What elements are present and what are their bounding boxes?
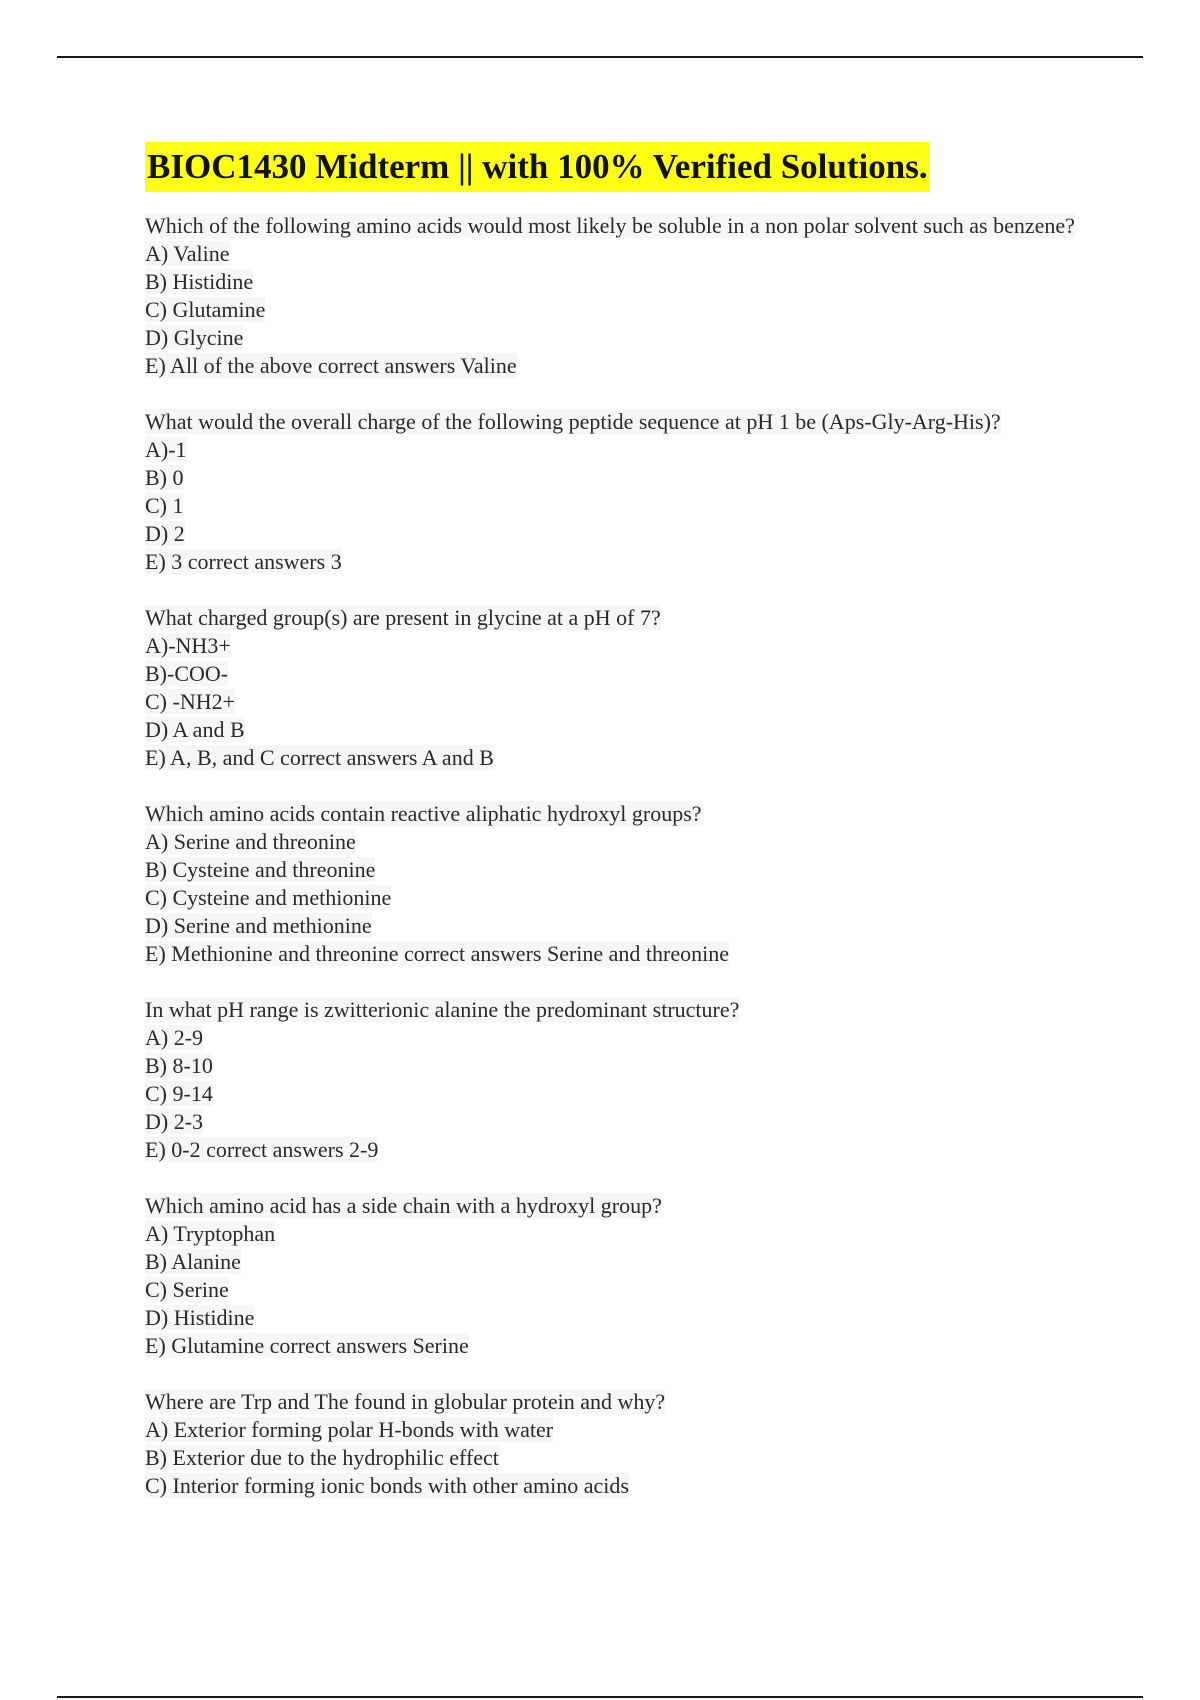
question-stem-text: Which of the following amino acids would most likely be soluble in a non polar solvent such as benzene? (145, 213, 1075, 238)
answer-option (145, 296, 1075, 324)
answer-option (145, 492, 1075, 520)
answer-option (145, 1220, 1075, 1248)
answer-option-text: D) Glycine (145, 325, 244, 350)
answer-option-text: B) 0 (145, 465, 184, 490)
question-stem-text: What would the overall charge of the following peptide sequence at pH 1 be (Aps-Gly-Arg-His)? (145, 409, 1001, 434)
answer-option (145, 1444, 1075, 1472)
answer-option (145, 268, 1075, 296)
answer-option-text: E) All of the above correct answers Valine (145, 353, 517, 378)
answer-option (145, 940, 1075, 968)
question-3 (145, 604, 1075, 772)
answer-option-text: E) 3 correct answers 3 (145, 549, 342, 574)
answer-option-text: C) Glutamine (145, 297, 266, 322)
answer-option-text: B) Cysteine and threonine (145, 857, 376, 882)
answer-option (145, 660, 1075, 688)
answer-option-text: D) 2-3 (145, 1109, 204, 1134)
answer-option (145, 1248, 1075, 1276)
question-stem-text: In what pH range is zwitterionic alanine the predominant structure? (145, 997, 740, 1022)
question-stem-text: Where are Trp and The found in globular protein and why? (145, 1389, 666, 1414)
top-rule (57, 56, 1143, 58)
question-2 (145, 408, 1075, 576)
answer-option-text: E) 0-2 correct answers 2-9 (145, 1137, 379, 1162)
answer-option (145, 632, 1075, 660)
question-stem (145, 212, 1075, 240)
answer-option-text: B) Alanine (145, 1249, 241, 1274)
answer-option-text: A) 2-9 (145, 1025, 204, 1050)
answer-option (145, 464, 1075, 492)
answer-option (145, 1304, 1075, 1332)
question-4 (145, 800, 1075, 968)
answer-option (145, 520, 1075, 548)
question-stem (145, 1388, 1075, 1416)
answer-option (145, 324, 1075, 352)
answer-option (145, 1108, 1075, 1136)
answer-option-text: B)-COO- (145, 661, 229, 686)
answer-option (145, 884, 1075, 912)
answer-option (145, 744, 1075, 772)
answer-option-text: A) Exterior forming polar H-bonds with water (145, 1417, 554, 1442)
answer-option-text: C) Interior forming ionic bonds with other amino acids (145, 1473, 629, 1498)
answer-option-text: C) Serine (145, 1277, 229, 1302)
answer-option-text: A) Valine (145, 241, 230, 266)
answer-option (145, 912, 1075, 940)
question-stem (145, 604, 1075, 632)
answer-option-text: E) Glutamine correct answers Serine (145, 1333, 469, 1358)
answer-option-text: D) Serine and methionine (145, 913, 372, 938)
question-stem (145, 408, 1075, 436)
answer-option (145, 436, 1075, 464)
answer-option (145, 240, 1075, 268)
question-6 (145, 1192, 1075, 1360)
question-stem (145, 1192, 1075, 1220)
answer-option-text: E) Methionine and threonine correct answers Serine and threonine (145, 941, 730, 966)
document-body (145, 142, 1075, 1528)
answer-option (145, 1024, 1075, 1052)
answer-option (145, 716, 1075, 744)
answer-option (145, 688, 1075, 716)
question-list (145, 212, 1075, 1500)
question-stem (145, 996, 1075, 1024)
answer-option (145, 856, 1075, 884)
answer-option-text: C) 1 (145, 493, 184, 518)
answer-option (145, 1276, 1075, 1304)
answer-option-text: B) 8-10 (145, 1053, 213, 1078)
answer-option (145, 1136, 1075, 1164)
answer-option-text: B) Histidine (145, 269, 254, 294)
question-1 (145, 212, 1075, 380)
answer-option-text: D) 2 (145, 521, 185, 546)
answer-option-text: E) A, B, and C correct answers A and B (145, 745, 494, 770)
answer-option-text: A)-NH3+ (145, 633, 231, 658)
answer-option-text: D) Histidine (145, 1305, 255, 1330)
question-5 (145, 996, 1075, 1164)
question-stem-text: Which amino acids contain reactive aliphatic hydroxyl groups? (145, 801, 702, 826)
answer-option (145, 352, 1075, 380)
answer-option-text: A)-1 (145, 437, 187, 462)
answer-option-text: A) Tryptophan (145, 1221, 276, 1246)
answer-option (145, 1332, 1075, 1360)
question-stem (145, 800, 1075, 828)
answer-option (145, 548, 1075, 576)
question-stem-text: What charged group(s) are present in glycine at a pH of 7? (145, 605, 661, 630)
answer-option (145, 828, 1075, 856)
answer-option-text: D) A and B (145, 717, 245, 742)
answer-option (145, 1472, 1075, 1500)
answer-option (145, 1052, 1075, 1080)
answer-option (145, 1416, 1075, 1444)
answer-option-text: C) 9-14 (145, 1081, 213, 1106)
answer-option-text: B) Exterior due to the hydrophilic effect (145, 1445, 499, 1470)
bottom-rule (57, 1696, 1143, 1698)
answer-option-text: A) Serine and threonine (145, 829, 356, 854)
answer-option (145, 1080, 1075, 1108)
answer-option-text: C) Cysteine and methionine (145, 885, 392, 910)
question-stem-text: Which amino acid has a side chain with a hydroxyl group? (145, 1193, 662, 1218)
document-title: BIOC1430 Midterm || with 100% Verified Solutions. (145, 142, 930, 192)
answer-option-text: C) -NH2+ (145, 689, 236, 714)
question-7 (145, 1388, 1075, 1500)
